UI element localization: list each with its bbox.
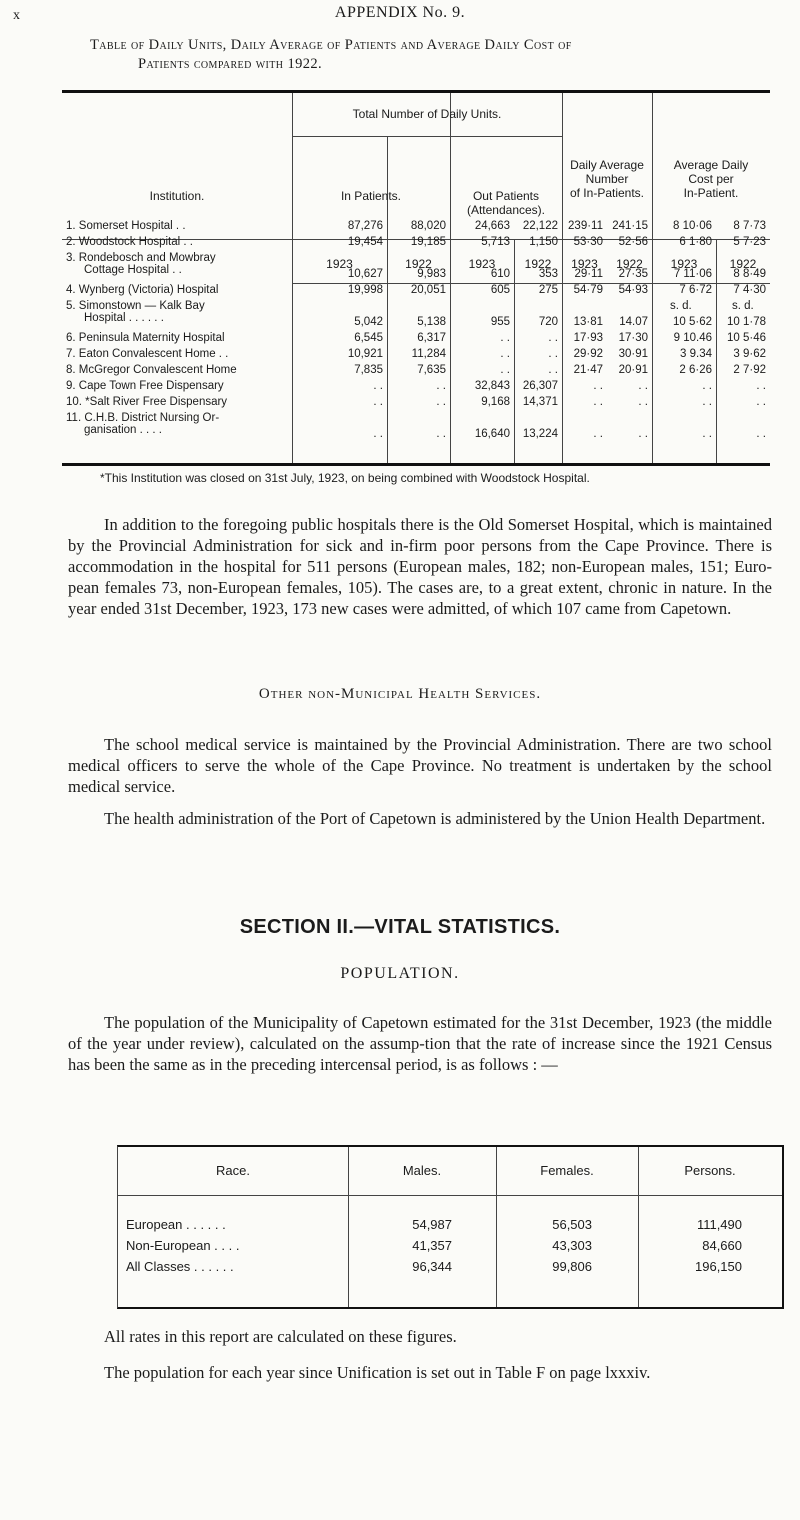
year-header: 1923 [326,257,353,271]
cell-ip23: 19,454 [347,236,383,248]
currency-unit-1923: s. d. [670,300,692,312]
cell-da23: 13·81 [573,316,603,328]
year-header: 1922 [524,257,552,271]
cell-op23: 16,640 [474,428,510,440]
cell-cs22: . . [756,396,766,408]
institution-name-line2: Hospital . . . . . . [84,312,164,324]
header-out-patients [450,189,562,217]
cell-ip23: 87,276 [347,220,383,232]
cell-op23: 605 [490,284,510,296]
cell-op22: . . [548,332,558,344]
header-average-cost [652,158,770,200]
table-row [62,300,770,328]
paragraph-school-medical-text: The school medical service is maintained by the Provincial Administration. There are two school medical officers to serve the whole of the Cape Province. No treatment is undertaken by the school medical service. [68,735,772,796]
pop-cell-males: 54,987 [412,1217,452,1232]
cell-da22: . . [638,380,648,392]
population-row [118,1217,782,1237]
cell-op22: 275 [538,284,558,296]
cell-op23: 610 [490,268,510,280]
cell-cs23: 7 6·72 [679,284,712,296]
institution-name [66,252,288,276]
cell-ip23: 19,998 [347,284,383,296]
header-daily-average-l3: of In-Patients. [569,186,645,200]
institution-name-line2: ganisation . . . . [84,424,162,436]
pop-cell-males: 41,357 [412,1238,452,1253]
header-institution: Institution. [149,189,205,203]
cell-cs23: 6 1·80 [679,236,712,248]
cell-ip22: 19,185 [410,236,446,248]
pop-cell-females: 56,503 [552,1217,592,1232]
cell-ip23: . . [373,428,383,440]
pop-header-females: Females. [540,1163,594,1178]
currency-unit-1922: s. d. [732,300,754,312]
pop-cell-persons: 196,150 [695,1259,742,1274]
cell-da23: 53·30 [573,236,603,248]
cell-cs23: 9 10.46 [673,332,712,344]
paragraph-port-health [68,808,772,829]
cell-cs23: 8 10·06 [672,220,712,232]
other-services-heading: Other non-Municipal Health Services. [258,686,542,702]
year-header: 1922 [616,257,643,271]
population-heading: POPULATION. [340,965,460,982]
institution-name-line1: 8. McGregor Convalescent Home [66,364,237,376]
cell-ip23: 6,545 [354,332,383,344]
cell-cs23: . . [702,428,712,440]
paragraph-rates-text: All rates in this report are calculated on these figures. [104,1327,457,1346]
cell-da23: 29·92 [573,348,603,360]
header-average-cost-l2: Cost per [688,172,734,186]
institution-name [66,380,288,392]
institution-name-line1: 6. Peninsula Maternity Hospital [66,332,225,344]
cell-cs23: 7 11·06 [673,268,712,280]
paragraph-rates [68,1326,772,1347]
cell-op22: 26,307 [522,380,558,392]
table-row [62,252,770,280]
pop-cell-persons: 111,490 [696,1217,742,1232]
cell-da22: . . [638,428,648,440]
cell-cs23: . . [702,396,712,408]
cell-ip22: 9,983 [417,268,446,280]
year-header: 1923 [571,257,598,271]
year-header: 1922 [405,257,432,271]
cell-op22: 22,122 [522,220,558,232]
cell-da23: 21·47 [573,364,603,376]
pop-cell-race: All Classes . . . . . . [126,1259,234,1274]
cell-ip22: 11,284 [411,348,446,360]
institution-name [66,396,288,408]
cell-op23: 24,663 [474,220,510,232]
cell-ip23: . . [373,396,383,408]
cell-ip22: 88,020 [410,220,446,232]
cell-da22: 52·56 [618,236,648,248]
cell-cs22: 8 8·49 [733,268,766,280]
cell-ip23: 5,042 [354,316,383,328]
pop-cell-race: European . . . . . . [126,1217,226,1232]
paragraph-school-medical [68,734,772,797]
table-caption [90,36,770,74]
year-header: 1922 [729,257,757,271]
cell-op23: . . [500,364,510,376]
cell-op22: . . [548,348,558,360]
cell-da23: 239·11 [568,220,603,232]
pop-cell-males: 96,344 [412,1259,452,1274]
cell-da22: 14.07 [619,316,648,328]
cell-op22: 720 [538,316,558,328]
cell-op23: . . [500,348,510,360]
cell-da22: 17·30 [618,332,648,344]
pop-cell-race: Non-European . . . . [126,1238,240,1253]
institution-name-line1: 10. *Salt River Free Dispensary [66,396,228,408]
cell-cs22: 7 4·30 [733,284,766,296]
header-daily-average-l1: Daily Average [570,158,644,172]
cell-da23: . . [593,428,603,440]
institution-name-line1: 7. Eaton Convalescent Home . . [66,348,229,360]
header-daily-average [562,158,652,200]
cell-ip22: . . [436,428,446,440]
cell-ip22: 7,635 [417,364,446,376]
year-header: 1923 [670,257,698,271]
cell-op23: 955 [490,316,510,328]
cell-ip22: 6,317 [417,332,446,344]
header-average-cost-l1: Average Daily [673,158,749,172]
header-total-units: Total Number of Daily Units. [352,107,502,121]
cell-cs22: . . [756,380,766,392]
cell-cs22: 5 7·23 [733,236,766,248]
cell-da22: 30·91 [618,348,648,360]
population-table [117,1145,784,1309]
cell-ip23: 10,921 [347,348,383,360]
table-caption-line1: Table of Daily Units, Daily Average of Patients and Average Daily Cost of [90,37,572,53]
cell-cs22: 10 1·78 [726,316,766,328]
population-row [118,1259,782,1279]
cell-da22: 241·15 [612,220,648,232]
pop-cell-females: 43,303 [552,1238,592,1253]
pop-header-race: Race. [216,1163,250,1178]
pop-cell-females: 99,806 [552,1259,592,1274]
cell-ip22: 5,138 [417,316,446,328]
cell-op23: 32,843 [474,380,510,392]
population-row [118,1238,782,1258]
paragraph-table-f [68,1362,772,1383]
cell-op22: 13,224 [522,428,558,440]
header-in-patients: In Patients. [340,189,402,203]
cell-cs22: 2 7·92 [733,364,766,376]
cell-cs23: 10 5·62 [672,316,712,328]
institution-name [66,348,288,360]
cell-op22: . . [548,364,558,376]
table-caption-line2: Patients compared with 1922. [138,56,323,72]
institution-name-line1: 5. Simonstown — Kalk Bay [66,300,205,312]
cell-op22: 1,150 [529,236,558,248]
cell-ip22: 20,051 [410,284,446,296]
cell-da22: . . [638,396,648,408]
cell-da22: 27·35 [618,268,648,280]
header-out-patients-l2: (Attendances). [466,203,546,217]
paragraph-population [68,1012,772,1075]
cell-cs23: . . [702,380,712,392]
year-header: 1923 [468,257,496,271]
paragraph-old-somerset-text: In addition to the foregoing public hospitals there is the Old Somerset Hospital, which is maintained by the Provincial Administration for sick and in-firm poor persons from the Cape Province. There is accommodation in the hospital for 511 persons (European males, 182; non-European males, 151; Euro-pean females 73, non-European females, 105). The cases are, to a great extent, chronic in nature. In the year ended 31st December, 1923, 173 new cases were admitted, of which 107 came from Capetown. [68,515,772,618]
pop-header-persons: Persons. [684,1163,736,1178]
cell-ip23: 10,627 [347,268,383,280]
paragraph-port-health-text: The health administration of the Port of Capetown is administered by the Union Health Department. [104,809,766,828]
pop-cell-persons: 84,660 [702,1238,742,1253]
cell-da22: 54·93 [618,284,648,296]
cell-op23: . . [500,332,510,344]
cell-cs23: 3 9.34 [680,348,712,360]
institution-name-line2: Cottage Hospital . . [84,264,182,276]
pop-header-males: Males. [402,1163,442,1178]
cell-op23: 5,713 [481,236,510,248]
section-heading: SECTION II.—VITAL STATISTICS. [239,916,561,938]
cell-cs23: 2 6·26 [679,364,712,376]
table-footnote: *This Institution was closed on 31st July, 1923, on being combined with Woodstock Hospital. [100,471,590,485]
cell-da23: 17·93 [573,332,603,344]
cell-ip22: . . [436,396,446,408]
institution-name [66,284,288,296]
cell-cs22: 3 9·62 [733,348,766,360]
cell-da23: . . [593,396,603,408]
paragraph-table-f-text: The population for each year since Unification is set out in Table F on page lxxxiv. [104,1363,651,1382]
cell-da23: 54·79 [573,284,603,296]
cell-da23: . . [593,380,603,392]
header-out-patients-l1: Out Patients [472,189,540,203]
institution-name [66,236,288,248]
page-header: APPENDIX No. 9. [334,4,466,21]
table-row [62,412,770,440]
cell-op22: 353 [538,268,558,280]
institution-name [66,364,288,376]
institution-name-line1: 4. Wynberg (Victoria) Hospital [66,284,219,296]
institution-name-line1: 1. Somerset Hospital . . [66,220,186,232]
page-number: x [13,8,20,23]
header-daily-average-l2: Number [585,172,629,186]
institution-name-line1: 11. C.H.B. District Nursing Or- [66,412,220,424]
cell-da23: 29·11 [574,268,603,280]
institution-name-line1: 2. Woodstock Hospital . . [66,236,193,248]
institution-name [66,300,288,324]
paragraph-old-somerset [68,514,772,619]
cell-op22: 14,371 [522,396,558,408]
institution-name [66,220,288,232]
paragraph-population-text: The population of the Municipality of Capetown estimated for the 31st December, 1923 (the middle of the year under review), calculated on the assump-tion that the rate of increase since the 1921 Census has been the same as in the preceding intercensal period, is as follows : — [68,1013,772,1074]
header-average-cost-l3: In-Patient. [683,186,739,200]
cell-cs22: . . [756,428,766,440]
institution-name [66,332,288,344]
cell-cs22: 10 5·46 [726,332,766,344]
institution-name-line1: 3. Rondebosch and Mowbray [66,252,216,264]
cell-ip23: . . [373,380,383,392]
institution-name [66,412,288,436]
cell-cs22: 8 7·73 [733,220,766,232]
cell-ip23: 7,835 [354,364,383,376]
institution-name-line1: 9. Cape Town Free Dispensary [66,380,224,392]
cell-op23: 9,168 [481,396,510,408]
cell-ip22: . . [436,380,446,392]
hospital-units-table [62,90,770,466]
cell-da22: 20·91 [618,364,648,376]
